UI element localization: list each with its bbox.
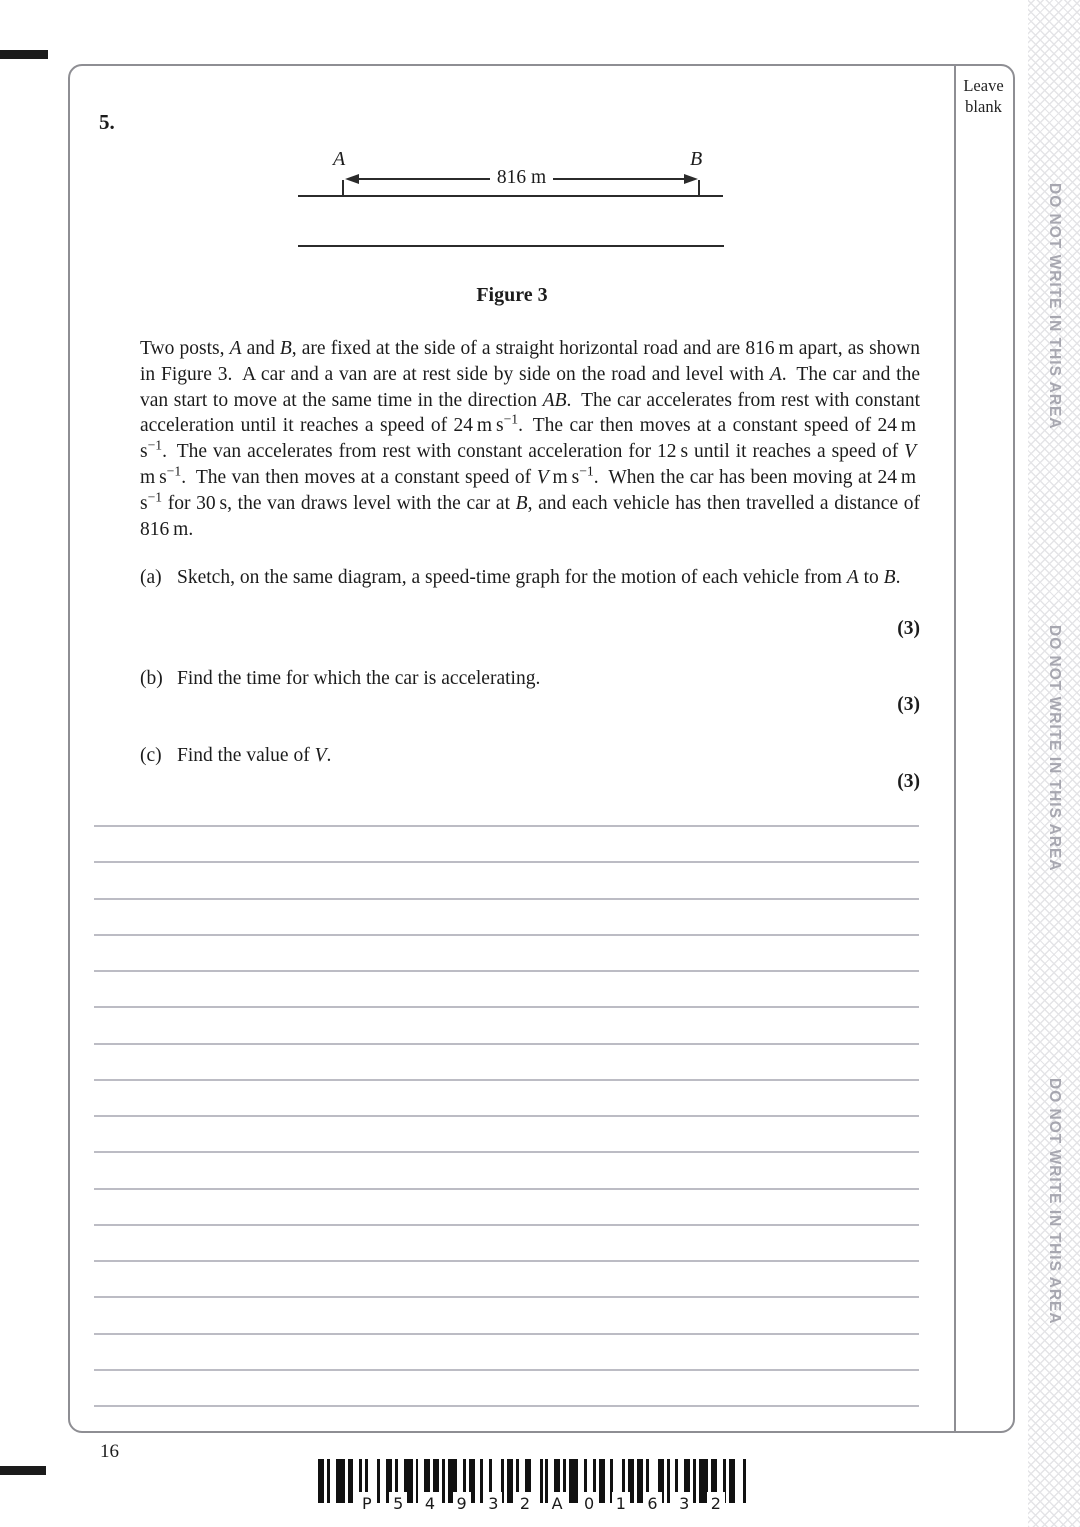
figure-road-line-bottom [298,245,724,247]
figure-distance-arrow [345,167,698,188]
answer-line[interactable] [94,1333,919,1335]
part-a-marks: (3) [897,618,920,639]
figure-post-b-label: B [690,148,703,170]
part-c-text: Find the value of V. [177,745,332,766]
answer-line[interactable] [94,861,919,863]
barcode-digit: P [358,1492,376,1515]
part-a-label: (a) [140,567,162,588]
arrow-line-left [359,178,490,180]
barcode-digit: 3 [675,1492,693,1515]
question-part-b [140,666,920,692]
answer-line[interactable] [94,1188,919,1190]
figure-post-a-tick [342,180,344,195]
barcode-digit: 1 [612,1492,630,1515]
question-part-c [140,743,920,769]
do-not-write-text-middle: DO NOT WRITE IN THIS AREA [1046,624,1063,872]
figure-road-line-top [298,195,723,197]
answer-line[interactable] [94,1405,919,1407]
leave-blank-line1: Leave [963,76,1004,95]
leave-blank-separator [954,66,956,1431]
barcode-digit: 3 [484,1492,502,1515]
arrowhead-right-icon [684,174,698,184]
do-not-write-text-bottom: DO NOT WRITE IN THIS AREA [1046,1077,1063,1325]
part-b-label: (b) [140,668,163,689]
answer-line[interactable] [94,934,919,936]
answer-line[interactable] [94,1224,919,1226]
barcode [318,1459,753,1515]
leave-blank-line2: blank [965,97,1002,116]
answer-line[interactable] [94,970,919,972]
question-box [68,64,1015,1433]
answer-line[interactable] [94,1369,919,1371]
part-c-label: (c) [140,745,162,766]
registration-mark-bottom [0,1466,46,1475]
part-c-marks: (3) [897,771,920,792]
barcode-digit: 9 [453,1492,471,1515]
answer-line[interactable] [94,1260,919,1262]
arrow-line-right [553,178,684,180]
answer-line[interactable] [94,1043,919,1045]
answer-line[interactable] [94,825,919,827]
question-part-a [140,565,920,591]
figure-post-b-tick [698,180,700,195]
answer-line[interactable] [94,1296,919,1298]
barcode-digit: 5 [389,1492,407,1515]
answer-line[interactable] [94,1006,919,1008]
arrowhead-left-icon [345,174,359,184]
answer-line[interactable] [94,898,919,900]
part-b-marks: (3) [897,694,920,715]
answer-line[interactable] [94,1079,919,1081]
answer-line[interactable] [94,1151,919,1153]
registration-mark-top [0,50,48,59]
question-number: 5. [99,110,115,134]
barcode-digit: 6 [643,1492,661,1515]
barcode-digit: A [548,1492,567,1515]
part-a-text: Sketch, on the same diagram, a speed-time graph for the motion of each vehicle from A to B. [177,567,901,588]
barcode-digit: 2 [707,1492,725,1515]
figure-caption: Figure 3 [476,284,548,306]
leave-blank-label [956,75,1011,117]
figure-post-a-label: A [333,148,346,170]
barcode-digit: 2 [516,1492,534,1515]
barcode-digit: 0 [580,1492,598,1515]
barcode-text [358,1492,725,1515]
barcode-digit: 4 [421,1492,439,1515]
do-not-write-text-top: DO NOT WRITE IN THIS AREA [1046,182,1063,430]
question-body: Two posts, A and B, are fixed at the side of a straight horizontal road and are 816 m apart, as shown in Figure 3. A car and a van are at rest side by side on the road and level with A. The car and the van start to move at the same time in the direction AB. The car accelerates from rest with constant acceleration until it reaches a speed of 24 m $s^{-1}$. The car then moves at a constant speed of 24 m $s^{-1}$. The van accelerates from rest with constant acceleration for 12 s until it reaches a speed of V m $s^{-1}$. The van then moves at a constant speed of V m $s^{-1}$. When the car has been moving at 24 m $s^{-1}$ for 30 s, the van draws level with the car at B, and each vehicle has then travelled a distance of 816 m. [140,338,920,540]
answer-line[interactable] [94,1115,919,1117]
page-number: 16 [100,1441,119,1462]
part-b-text: Find the time for which the car is accelerating. [177,668,541,689]
figure-distance-label: 816 m [496,167,547,188]
